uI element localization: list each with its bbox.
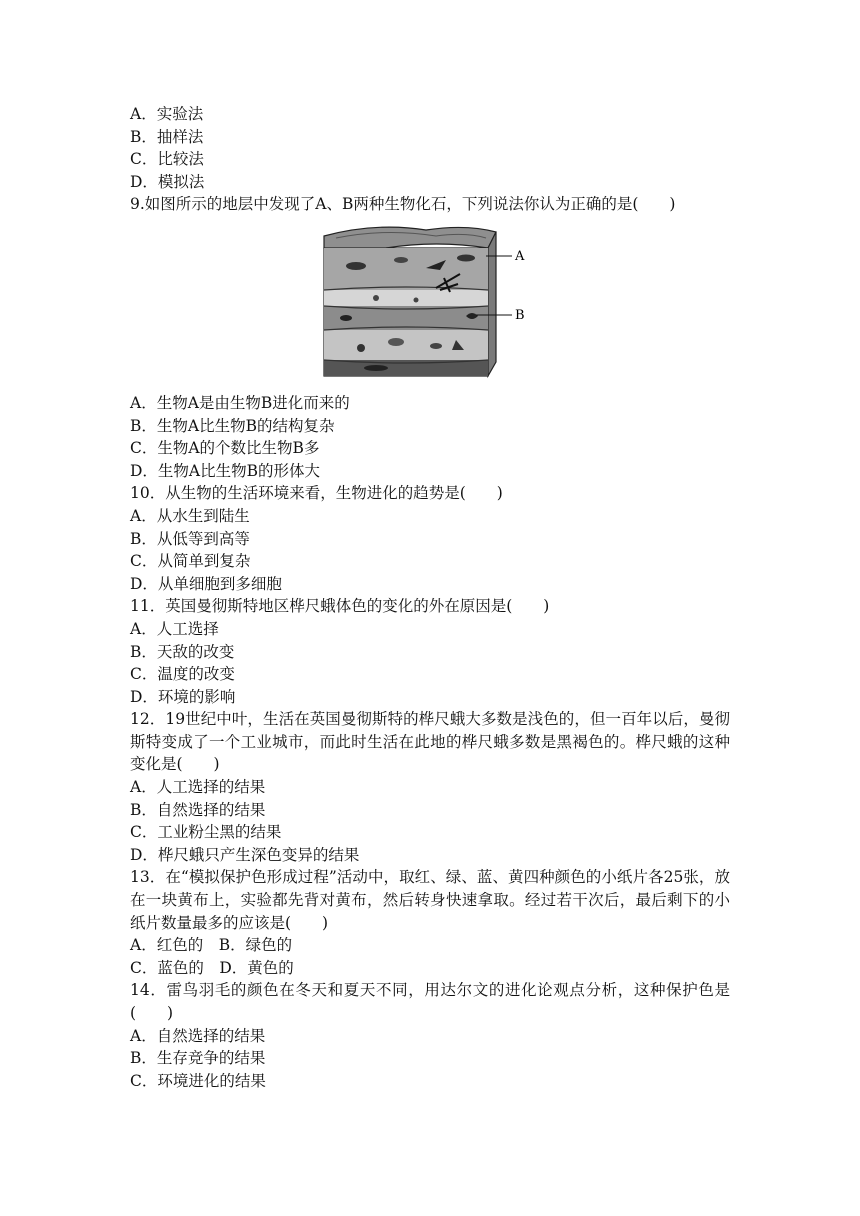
q12-stem: 12．19世纪中叶，生活在英国曼彻斯特的桦尺蛾大多数是浅色的，但一百年以后，曼彻斯特变成了一个工业城市，而此时生活在此地的桦尺蛾多数是黑褐色的。桦尺蛾的这种变化是( ) [130, 710, 730, 774]
q9-option-a: A．生物A是由生物B进化而来的 [130, 393, 350, 412]
q9-option-c: C．生物A的个数比生物B多 [130, 439, 320, 458]
fossil-label-b: B [515, 307, 525, 323]
q13-options-row-1: A．红色的 B．绿色的 [130, 936, 293, 955]
q14-option-a: A．自然选择的结果 [130, 1026, 266, 1045]
q8-option-a: A．实验法 [130, 105, 204, 123]
q13-options-row-2: C．蓝色的 D．黄色的 [130, 958, 294, 977]
q14-options [130, 1025, 730, 1093]
exam-page [130, 103, 730, 1092]
q8-option-d: D．模拟法 [130, 172, 205, 191]
q9-options [130, 392, 730, 482]
q12-option-b: B．自然选择的结果 [130, 800, 266, 819]
q9-stem: 9.如图所示的地层中发现了A、B两种生物化石，下列说法你认为正确的是( ) [130, 195, 676, 214]
q13-stem: 13．在“模拟保护色形成过程”活动中，取红、绿、蓝、黄四种颜色的小纸片各25张，放在一块黄布上，实验都先背对黄布，然后转身快速拿取。经过若干次后，最后剩下的小纸片数量最多的应该是( ) [130, 868, 730, 932]
q11-option-c: C．温度的改变 [130, 665, 235, 684]
q10-options [130, 505, 730, 595]
q11-option-a: A．人工选择 [130, 619, 219, 638]
q8-option-b: B．抽样法 [130, 127, 204, 146]
q12-option-d: D．桦尺蛾只产生深色变异的结果 [130, 845, 360, 864]
q12-option-a: A．人工选择的结果 [130, 778, 266, 797]
q12-options [130, 776, 730, 866]
q13-options [130, 934, 730, 979]
q8-options [130, 103, 730, 193]
q10-stem: 10．从生物的生活环境来看，生物进化的趋势是( ) [130, 484, 503, 503]
rock-strata-illustration [316, 218, 546, 390]
fossil-label-a: A [515, 248, 525, 264]
fossil-strata-figure [130, 218, 730, 392]
q11-options [130, 618, 730, 708]
q14-stem: 14．雷鸟羽毛的颜色在冬天和夏天不同，用达尔文的进化论观点分析，这种保护色是( ) [130, 981, 730, 1022]
q10-option-c: C．从简单到复杂 [130, 552, 251, 571]
q11-option-d: D．环境的影响 [130, 687, 236, 706]
q8-option-c: C．比较法 [130, 150, 204, 169]
q14-option-c: C．环境进化的结果 [130, 1071, 266, 1090]
q11-option-b: B．天敌的改变 [130, 642, 235, 661]
q12-option-c: C．工业粉尘黑的结果 [130, 823, 282, 842]
q10-option-d: D．从单细胞到多细胞 [130, 574, 282, 593]
q14-option-b: B．生存竞争的结果 [130, 1049, 266, 1068]
q10-option-b: B．从低等到高等 [130, 529, 250, 548]
q10-option-a: A．从水生到陆生 [130, 506, 250, 525]
q9-option-b: B．生物A比生物B的结构复杂 [130, 416, 335, 435]
q11-stem: 11．英国曼彻斯特地区桦尺蛾体色的变化的外在原因是( ) [130, 597, 550, 616]
q9-option-d: D．生物A比生物B的形体大 [130, 461, 321, 480]
